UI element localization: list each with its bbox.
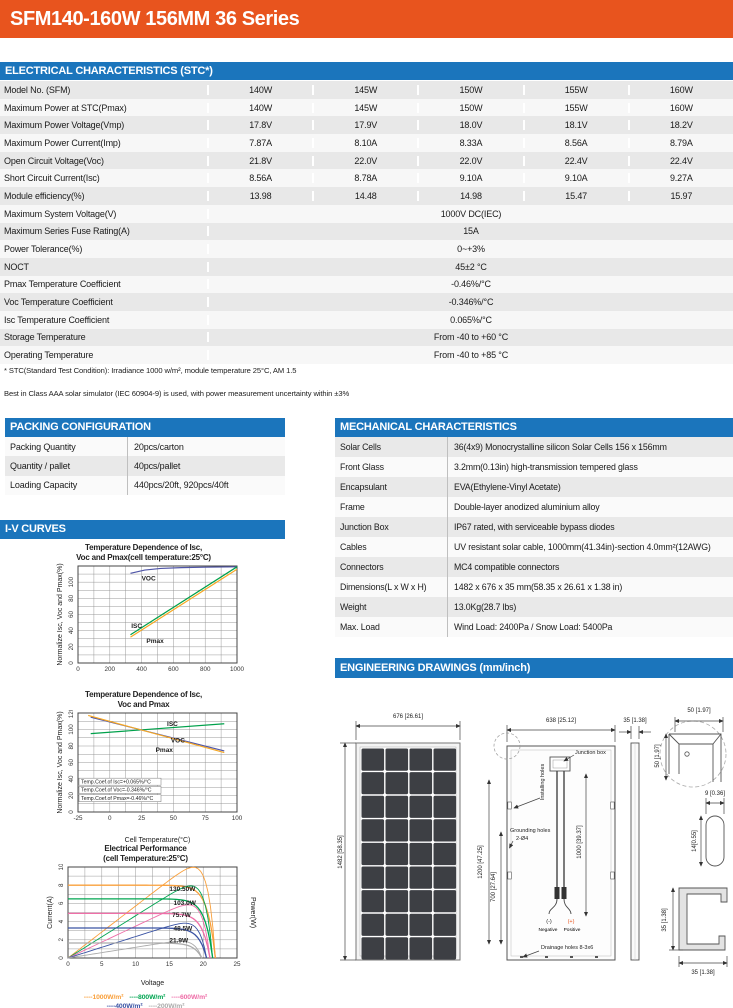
svg-text:8: 8	[58, 883, 65, 887]
svg-text:-25: -25	[73, 815, 83, 822]
chart0-title-line2: Voc and Pmax(cell temperature:25°C)	[76, 553, 211, 562]
cell-value: 140W	[207, 103, 312, 113]
row-value: 13.0Kg(28.7 lbs)	[447, 597, 733, 617]
svg-text:Temp.Coef.of Voc=-0.346%/°C: Temp.Coef.of Voc=-0.346%/°C	[81, 787, 152, 794]
row-label: Maximum System Voltage(V)	[4, 208, 117, 219]
table-row	[0, 169, 733, 187]
svg-text:0: 0	[76, 666, 80, 673]
table-row	[0, 240, 733, 258]
table-row	[335, 537, 733, 557]
row-value: MC4 compatible connectors	[447, 557, 733, 577]
cell-value: 22.4V	[523, 156, 628, 166]
positive-label: Positive	[563, 928, 581, 933]
svg-text:120: 120	[68, 710, 75, 719]
electrical-table	[0, 81, 733, 364]
svg-text:0: 0	[68, 810, 75, 814]
svg-text:10: 10	[58, 864, 65, 871]
row-value: 440pcs/20ft, 920pcs/40ft	[127, 476, 285, 495]
cell-merged-value: 1000V DC(IEC)	[207, 209, 733, 219]
row-label: Maximum Power at STC(Pmax)	[4, 102, 127, 113]
cell-value: 21.8V	[207, 156, 312, 166]
svg-text:25: 25	[233, 961, 241, 968]
grounding-holes-spec: 2-Ø4	[516, 836, 529, 842]
svg-text:100: 100	[68, 724, 75, 735]
chart2-title-line2: (cell Temperature:25°C)	[103, 854, 188, 863]
row-label: Maximum Power Voltage(Vmp)	[4, 120, 125, 131]
engineering-drawings	[335, 682, 733, 1008]
cell-value: 8.79A	[628, 138, 733, 148]
svg-text:0: 0	[58, 956, 65, 960]
svg-text:100: 100	[68, 576, 75, 588]
legend-item: ----200W/m²	[148, 1003, 185, 1008]
row-label: Front Glass	[340, 462, 384, 472]
cell-merged-value: -0.346%/°C	[207, 297, 733, 307]
cell-value: 18.0V	[417, 120, 522, 130]
chart1-title-line2: Voc and Pmax	[117, 700, 170, 709]
front-width-dim: 676 [26.61]	[392, 714, 424, 720]
cell-value: 8.10A	[312, 138, 417, 148]
svg-text:20: 20	[68, 791, 75, 800]
table-row	[335, 497, 733, 517]
svg-text:VOC: VOC	[141, 575, 156, 583]
row-value: Double-layer anodized aluminium alloy	[447, 497, 733, 517]
row-label: Maximum Power Current(Imp)	[4, 137, 121, 148]
table-row	[335, 617, 733, 637]
packing-table	[5, 437, 285, 495]
row-label: Maximum Series Fuse Rating(A)	[4, 226, 130, 237]
legend-item: ----600W/m²	[171, 994, 208, 1001]
row-label: Max. Load	[340, 622, 380, 632]
row-label: NOCT	[4, 261, 29, 272]
row-label: Open Circuit Voltage(Voc)	[4, 155, 104, 166]
row-value: 20pcs/carton	[127, 437, 285, 456]
cell-value: 14.98	[417, 191, 522, 201]
section-dim-h: 35 [1.38]	[691, 970, 715, 976]
row-value: 40pcs/pallet	[127, 456, 285, 475]
svg-text:Power(W): Power(W)	[249, 896, 256, 929]
table-row	[335, 517, 733, 537]
row-label: Operating Temperature	[4, 350, 94, 361]
cell-merged-value: 0~+3%	[207, 244, 733, 254]
cell-value: 17.8V	[207, 120, 312, 130]
negative-sign: (-)	[546, 919, 552, 925]
chart1-plot	[36, 710, 251, 845]
table-row	[0, 346, 733, 364]
cell-value: 145W	[312, 85, 417, 95]
side-width-dim: 35 [1.38]	[623, 718, 647, 724]
table-row	[5, 437, 285, 456]
corner-dim-h: 50 [1.97]	[687, 708, 711, 714]
dim-700: 700 [27.64]	[491, 871, 497, 903]
corner-detail	[655, 708, 726, 787]
svg-text:200: 200	[104, 666, 116, 673]
svg-text:10: 10	[132, 961, 140, 968]
row-label: Isc Temperature Coefficient	[4, 314, 110, 325]
cell-value: 160W	[628, 103, 733, 113]
svg-text:0: 0	[108, 815, 112, 822]
section-dim-v: 35 [1.38]	[662, 908, 668, 932]
electrical-section-header: ELECTRICAL CHARACTERISTICS (STC*)	[0, 62, 733, 80]
slot-dim-h: 14[0.55]	[692, 830, 698, 852]
svg-text:Normalize Isc, Voc and Pmax(%): Normalize Isc, Voc and Pmax(%)	[57, 711, 64, 814]
table-row	[335, 577, 733, 597]
row-label: Solar Cells	[340, 442, 381, 452]
cell-value: 15.47	[523, 191, 628, 201]
row-label: Frame	[340, 502, 365, 512]
chart-temp-dependence-irradiance	[36, 543, 251, 690]
svg-text:0: 0	[68, 661, 75, 665]
row-label: Quantity / pallet	[10, 460, 70, 471]
svg-text:Pmax: Pmax	[146, 637, 164, 645]
cell-value: 22.0V	[417, 156, 522, 166]
table-row	[0, 293, 733, 311]
svg-text:60: 60	[68, 610, 75, 619]
installing-hole-detail	[692, 791, 725, 866]
cell-value: 8.56A	[523, 138, 628, 148]
chart2-title-line1: Electrical Performance	[104, 844, 187, 853]
legend-item: ----1000W/m²	[83, 994, 124, 1001]
table-row	[0, 205, 733, 223]
svg-text:75.7W: 75.7W	[172, 912, 191, 920]
table-row	[335, 477, 733, 497]
iv-legend	[28, 993, 263, 1008]
cell-value: 9.10A	[417, 173, 522, 183]
slot-dim-w: 9 [0.36]	[704, 791, 726, 797]
chart0-plot	[36, 563, 251, 685]
iv-curves-section-header: I-V CURVES	[0, 520, 285, 539]
legend-row	[28, 1002, 263, 1008]
cell-value: 150W	[417, 85, 522, 95]
row-label: Power Tolerance(%)	[4, 244, 83, 255]
row-label: Encapsulant	[340, 482, 387, 492]
cell-merged-value: From -40 to +85 °C	[207, 350, 733, 360]
svg-text:75: 75	[201, 815, 209, 822]
row-label: Loading Capacity	[10, 480, 78, 491]
cell-value: 140W	[207, 85, 312, 95]
row-label: Weight	[340, 602, 367, 612]
svg-text:600: 600	[168, 666, 179, 673]
svg-text:1000: 1000	[229, 666, 245, 673]
cell-value: 22.0V	[312, 156, 417, 166]
table-row	[335, 437, 733, 457]
row-label: Module efficiency(%)	[4, 190, 85, 201]
side-profile	[619, 718, 651, 960]
table-row	[0, 134, 733, 152]
table-row	[0, 311, 733, 329]
svg-text:Temp.Coef.of Isc=+0.065%/°C: Temp.Coef.of Isc=+0.065%/°C	[81, 779, 151, 786]
svg-text:800: 800	[199, 666, 211, 673]
table-row	[335, 457, 733, 477]
junction-box-label: Junction box	[575, 750, 606, 756]
installing-holes-label: Installing holes	[540, 763, 546, 801]
drainage-holes-label: Drainage holes 8-3x6	[541, 945, 594, 951]
svg-text:20: 20	[199, 961, 207, 968]
frame-cross-section	[662, 888, 727, 976]
cell-value: 150W	[417, 103, 522, 113]
legend-item: ----800W/m²	[129, 994, 166, 1001]
chart1-title-line1: Temperature Dependence of Isc,	[84, 690, 202, 699]
row-value: IP67 rated, with serviceable bypass diodes	[447, 517, 733, 537]
title-bar	[0, 0, 733, 38]
footnote-simulator: Best in Class AAA solar simulator (IEC 60904-9) is used, with power measurement uncertainty within ±3%	[4, 389, 350, 398]
cell-value: 17.9V	[312, 120, 417, 130]
row-label: Short Circuit Current(Isc)	[4, 173, 100, 184]
cell-value: 8.78A	[312, 173, 417, 183]
row-label: Connectors	[340, 562, 384, 572]
table-row	[0, 152, 733, 170]
svg-text:0: 0	[66, 961, 70, 968]
cell-value: 7.87A	[207, 138, 312, 148]
dim-1200: 1200 [47.25]	[478, 845, 484, 879]
cell-value: 18.1V	[523, 120, 628, 130]
table-row	[335, 597, 733, 617]
cell-value: 22.4V	[628, 156, 733, 166]
svg-text:60: 60	[68, 758, 75, 767]
footnote-stc: * STC(Standard Test Condition): Irradiance 1000 w/m², module temperature 25°C, AM 1.5	[4, 366, 297, 375]
svg-text:48.5W: 48.5W	[173, 925, 193, 933]
rear-view	[478, 718, 615, 960]
page-title: SFM140-160W 156MM 36 Series	[10, 8, 300, 30]
legend-item: ----400W/m²	[106, 1003, 143, 1008]
chart0-title-line1: Temperature Dependence of Isc,	[84, 543, 202, 552]
cell-value: 9.27A	[628, 173, 733, 183]
cell-value: 145W	[312, 103, 417, 113]
svg-text:21.9W: 21.9W	[169, 937, 189, 945]
cell-value: 13.98	[207, 191, 312, 201]
cell-merged-value: -0.46%/°C	[207, 279, 733, 289]
mechanical-section-header: MECHANICAL CHARACTERISTICS	[335, 418, 733, 437]
corner-dim-v: 50 [1.97]	[655, 744, 661, 768]
cell-merged-value: 45±2 °C	[207, 262, 733, 272]
svg-text:4: 4	[58, 919, 65, 924]
row-label: Voc Temperature Coefficient	[4, 297, 113, 308]
svg-text:40: 40	[68, 775, 75, 783]
chart-temp-dependence-cell	[36, 690, 251, 850]
cell-value: 18.2V	[628, 120, 733, 130]
row-value: EVA(Ethylene-Vinyl Acetate)	[447, 477, 733, 497]
positive-sign: (+)	[567, 919, 575, 925]
dim-1000: 1000 [39.37]	[577, 825, 583, 859]
row-value: 36(4x9) Monocrystalline silicon Solar Cells 156 x 156mm	[447, 437, 733, 457]
row-value: UV resistant solar cable, 1000mm(41.34in)-section 4.0mm²(12AWG)	[447, 537, 733, 557]
svg-text:80: 80	[68, 594, 75, 602]
front-view	[338, 714, 460, 960]
table-row	[0, 258, 733, 276]
table-row	[5, 456, 285, 475]
mc4-connector-positive	[562, 887, 567, 899]
svg-text:6: 6	[58, 901, 65, 906]
front-height-dim: 1482 [58.35]	[338, 835, 344, 869]
mc4-connector-negative	[555, 887, 560, 899]
svg-text:Temp.Coef.of Pmax=-0.46%/°C: Temp.Coef.of Pmax=-0.46%/°C	[81, 795, 154, 802]
row-value: Wind Load: 2400Pa / Snow Load: 5400Pa	[447, 617, 733, 637]
legend-row	[28, 993, 263, 1002]
svg-text:50: 50	[169, 815, 177, 822]
row-label: Dimensions(L x W x H)	[340, 582, 427, 592]
svg-text:Current(A): Current(A)	[47, 896, 54, 929]
table-row	[0, 223, 733, 241]
cell-value: 9.10A	[523, 173, 628, 183]
row-label: Storage Temperature	[4, 332, 86, 343]
svg-text:20: 20	[68, 643, 75, 651]
chart-electrical-performance	[28, 844, 263, 1008]
cell-value: 8.33A	[417, 138, 522, 148]
cell-merged-value: 15A	[207, 226, 733, 236]
grounding-holes-label: Grounding holes	[510, 828, 551, 834]
cell-value: 14.48	[312, 191, 417, 201]
negative-label: Negative	[538, 928, 558, 933]
cell-value: 160W	[628, 85, 733, 95]
row-value: 3.2mm(0.13in) high-transmission tempered glass	[447, 457, 733, 477]
svg-text:15: 15	[165, 961, 173, 968]
svg-text:400: 400	[136, 666, 147, 673]
svg-text:Normalize Isc, Voc and Pmax(%): Normalize Isc, Voc and Pmax(%)	[57, 563, 64, 666]
svg-text:40: 40	[68, 627, 75, 635]
row-label: Cables	[340, 542, 367, 552]
table-row	[0, 187, 733, 205]
svg-text:130.50W: 130.50W	[169, 886, 196, 894]
table-row	[5, 476, 285, 495]
table-row	[335, 557, 733, 577]
row-label: Junction Box	[340, 522, 389, 532]
cell-value: 155W	[523, 85, 628, 95]
svg-text:2: 2	[58, 938, 65, 942]
rear-width-dim: 638 [25.12]	[545, 718, 577, 724]
svg-text:5: 5	[100, 961, 104, 968]
svg-text:Voltage: Voltage	[140, 980, 165, 987]
mechanical-table	[335, 437, 733, 637]
table-row	[0, 329, 733, 347]
svg-text:80: 80	[68, 742, 75, 750]
cell-merged-value: From -40 to +60 °C	[207, 332, 733, 342]
iv-power-plot	[28, 864, 263, 988]
table-row	[0, 81, 733, 99]
cell-value: 8.56A	[207, 173, 312, 183]
svg-text:ISC: ISC	[167, 721, 178, 729]
table-row	[0, 116, 733, 134]
svg-text:100: 100	[231, 815, 243, 822]
cell-value: 15.97	[628, 191, 733, 201]
svg-text:Cell Temperature(°C): Cell Temperature(°C)	[124, 837, 191, 844]
svg-text:103.0W: 103.0W	[173, 899, 196, 907]
row-label: Pmax Temperature Coefficient	[4, 279, 121, 290]
svg-text:VOC: VOC	[170, 737, 185, 745]
table-row	[0, 99, 733, 117]
row-label: Packing Quantity	[10, 441, 76, 452]
cell-value: 155W	[523, 103, 628, 113]
svg-text:Pmax: Pmax	[155, 746, 173, 754]
svg-text:25: 25	[138, 815, 146, 822]
svg-text:ISC: ISC	[131, 623, 143, 631]
cell-merged-value: 0.065%/°C	[207, 315, 733, 325]
engineering-section-header: ENGINEERING DRAWINGS (mm/inch)	[335, 658, 733, 678]
packing-section-header: PACKING CONFIGURATION	[5, 418, 285, 437]
table-row	[0, 276, 733, 294]
row-label: Model No. (SFM)	[4, 84, 71, 95]
row-value: 1482 x 676 x 35 mm(58.35 x 26.61 x 1.38 in)	[447, 577, 733, 597]
